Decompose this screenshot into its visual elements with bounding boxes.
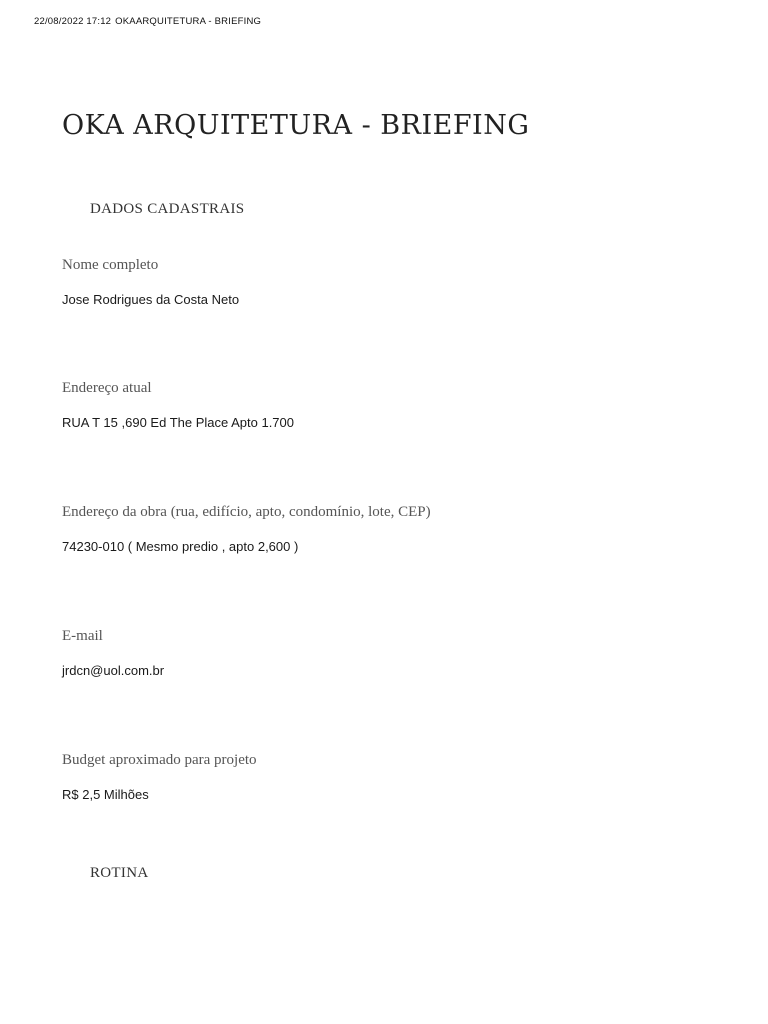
section-heading-dados-cadastrais: DADOS CADASTRAIS bbox=[90, 201, 245, 217]
question-endereco-obra bbox=[62, 504, 722, 554]
print-header bbox=[34, 16, 261, 27]
question-answer: 74230-010 ( Mesmo predio , apto 2,600 ) bbox=[62, 539, 299, 554]
question-endereco-atual bbox=[62, 380, 722, 430]
print-page-title: OKAARQUITETURA - BRIEFING bbox=[115, 16, 262, 27]
question-label: Budget aproximado para projeto bbox=[62, 752, 257, 768]
question-answer: RUA T 15 ,690 Ed The Place Apto 1.700 bbox=[62, 415, 295, 430]
question-email bbox=[62, 628, 722, 678]
question-label: E-mail bbox=[62, 628, 103, 644]
question-answer: Jose Rodrigues da Costa Neto bbox=[62, 292, 240, 307]
question-answer: R$ 2,5 Milhões bbox=[62, 787, 149, 802]
form-title: OKA ARQUITETURA - BRIEFING bbox=[62, 110, 530, 141]
section-heading-rotina: ROTINA bbox=[90, 865, 149, 881]
question-label: Endereço da obra (rua, edifício, apto, condomínio, lote, CEP) bbox=[62, 504, 431, 520]
question-label: Nome completo bbox=[62, 257, 159, 273]
question-label: Endereço atual bbox=[62, 380, 152, 396]
question-budget bbox=[62, 752, 722, 802]
print-datetime: 22/08/2022 17:12 bbox=[34, 16, 112, 27]
question-nome-completo bbox=[62, 257, 722, 307]
question-answer: jrdcn@uol.com.br bbox=[62, 663, 165, 678]
